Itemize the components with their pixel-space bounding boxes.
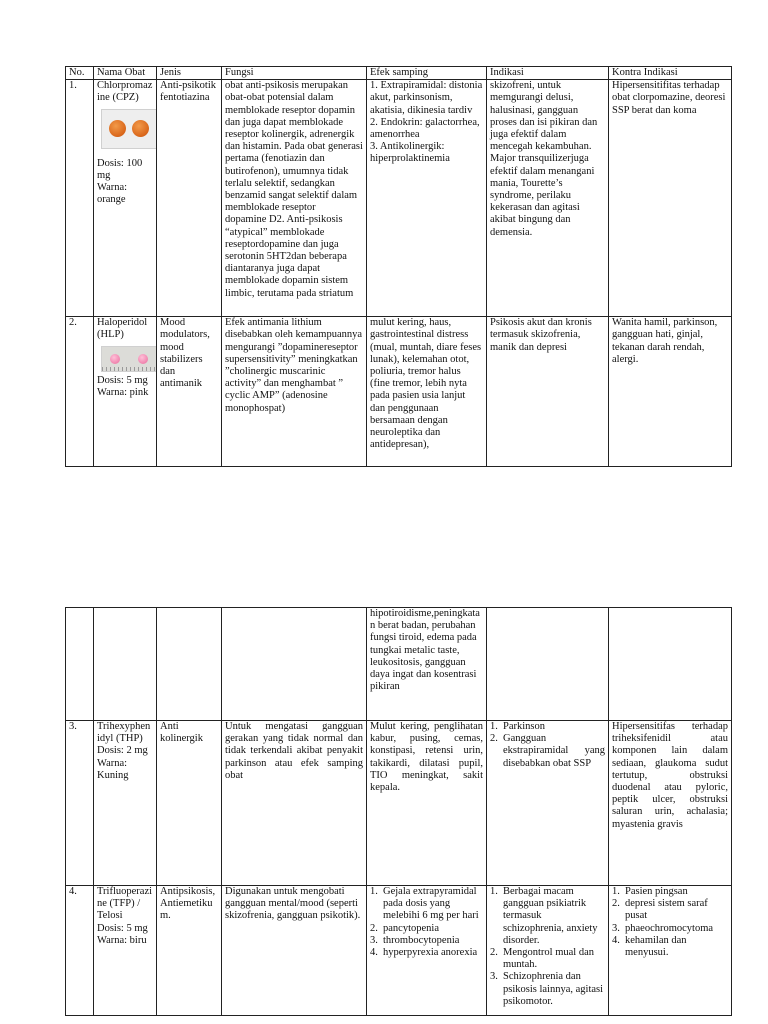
list-item: 2. Mengontrol mual dan muntah. (490, 947, 594, 971)
header-nama-obat: Nama Obat (94, 67, 157, 80)
drug1-efek-1: 1. Extrapiramidal: distonia akut, parkinsonism, akatisia, dikinesia tardiv (370, 80, 483, 116)
header-indikasi: Indikasi (487, 67, 609, 80)
orange-pill-right (132, 120, 149, 137)
drug2-no: 2. (66, 317, 94, 467)
drug1-warna: Warna: orange (97, 182, 128, 206)
drug1-no: 1. (66, 80, 94, 317)
drug3-nama: Trihexyphenidyl (THP) (97, 721, 151, 745)
drug4-nama: Trifluoperazine (TFP) / Telosi (97, 886, 153, 922)
drug1-nama: Chlorpromazine (CPZ) (97, 80, 153, 104)
pink-pill-left (110, 354, 120, 364)
list-item: 1. Parkinson (490, 721, 545, 732)
drug1-fungsi (222, 80, 367, 317)
list-item: 4. hyperpyrexia anorexia (370, 947, 478, 959)
list-item: 1. Gejala extrapyramidal pada dosis yang melebihi 6 mg per hari (370, 886, 479, 922)
drug4-efek (367, 886, 487, 1016)
drug2-nama: Haloperidol (HLP) (97, 317, 148, 341)
drug1-fungsi-1: obat anti-psikosis merupakan obat-obat potensial dalam memblokade reseptor dopamin dan juga dapat memblokade reseptor kolinergik, adrenergik dan histamin. Pada obat generasi pertama (fenotiazin dan butirofenon), umumnya tidak terlalu selektif, sedangkan benzamid sangat selektif dalam memblokade reseptor (225, 80, 363, 214)
table-row-haloperidol (66, 317, 732, 467)
header-kontra-indikasi: Kontra Indikasi (609, 67, 732, 80)
drug3-dosis: Dosis: 2 mg (97, 745, 148, 757)
table-row-chlorpromazine (66, 80, 732, 317)
list-item: 1. Pasien pingsan (612, 886, 688, 897)
drug2-nama-cell (94, 317, 157, 467)
drug1-efek (367, 80, 487, 317)
drug2-kontra: Wanita hamil, parkinson, gangguan hati, ginjal, tekanan darah rendah, alergi. (609, 317, 732, 467)
list-item: 3. phaeochromocytoma (612, 922, 714, 934)
orange-pill-left (109, 120, 126, 137)
table-header-row (66, 67, 732, 80)
drug3-fungsi: Untuk mengatasi gangguan gerakan yang tidak normal dan tidak terkendali akibat penyakit parkinson atau efek samping obat (222, 721, 367, 886)
drug2-fungsi: Efek antimania lithium disebabkan oleh kemampuannya mengurangi ”dopaminereseptor supersensitivity” meningkatkan ”cholinergic muscarinic activity” dan menghambat ” cyclic AMP” (adenosine monophospat) (222, 317, 367, 467)
header-fungsi: Fungsi (222, 67, 367, 80)
drug3-kontra: Hipersensitifas terhadap triheksifenidil atau komponen lain dalam sediaan, glaukoma sudut tertutup, obstruksi duodenal atau pyloric, peptik ulcer, obstruksi saluran urin, achalasia; myastenia gravis (609, 721, 732, 886)
pink-pill-photo (101, 346, 157, 372)
drug1-nama-cell (94, 80, 157, 317)
list-item: 1. Berbagai macam gangguan psikiatrik termasuk schizophrenia, anxiety disorder. (490, 886, 598, 946)
header-jenis: Jenis (157, 67, 222, 80)
drug-table-page2 (65, 607, 732, 1016)
drug3-warna: Warna: Kuning (97, 757, 129, 781)
drug1-efek-2: 2. Endokrin: galactorrhea, amenorrhea (370, 116, 480, 141)
list-item: 3. thrombocytopenia (370, 934, 460, 946)
drug4-dosis: Dosis: 5 mg (97, 922, 148, 934)
drug2-indikasi: Psikosis akut dan kronis termasuk skizofrenia, manik dan depresi (487, 317, 609, 467)
drug2-cont-efek: hipotiroidisme,peningkatan berat badan, perubahan fungsi tiroid, edema pada tungkai metalic taste, leukositosis, gangguan daya ingat dan kosentrasi pikiran (367, 608, 487, 721)
drug4-warna: Warna: biru (97, 934, 147, 946)
header-efek-samping: Efek samping (367, 67, 487, 80)
drug4-jenis: Antipsikosis, Antiemetikum. (157, 886, 222, 1016)
drug1-dosis: Dosis: 100 mg (97, 157, 143, 181)
drug2-efek: mulut kering, haus, gastrointestinal distress (mual, muntah, diare feses lunak), kelemahan otot, poliuria, tremor halus (fine tremor, lebih nyta pada pasien usia lanjut dan penggunaan bersamaan dengan neuroleptika dan antidepresan), (367, 317, 487, 467)
list-item: 2. depresi sistem saraf pusat (612, 898, 708, 922)
drug2-jenis: Mood modulators, mood stabilizers dan antimanik (157, 317, 222, 467)
orange-pill-photo (101, 109, 157, 149)
list-item: 2. pancytopenia (370, 922, 439, 934)
drug1-efek-3: 3. Antikolinergik: hiperprolaktinemia (370, 141, 450, 165)
drug1-fungsi-2: dopamine D2. Anti-psikosis “atypical” memblokade reseptordopamine dan juga serotonin 5HT2dan beberapa diantaranya juga dapat memblokade dopamin sistem limbic, terutama pada striatum (225, 214, 354, 299)
drug4-fungsi: Digunakan untuk mengobati gangguan mental/mood (seperti skizofrenia, gangguan psikotik). (222, 886, 367, 1016)
drug3-no: 3. (66, 721, 94, 886)
drug2-dosis: Dosis: 5 mg (97, 374, 148, 386)
ruler-strip (102, 367, 157, 371)
table-row-haloperidol-continued (66, 608, 732, 721)
drug-table-page1 (65, 66, 732, 467)
header-no: No. (66, 67, 94, 80)
table-row-trifluoperazine (66, 886, 732, 1016)
drug3-jenis: Anti kolinergik (157, 721, 222, 886)
drug2-warna: Warna: pink (97, 386, 149, 398)
drug4-kontra (609, 886, 732, 1016)
drug1-jenis: Anti-psikotik fentotiazina (157, 80, 222, 317)
drug3-efek: Mulut kering, penglihatan kabur, pusing, cemas, konstipasi, retensi urin, takikardi, dilatasi pupil, TIO meningkat, sakit kepala. (367, 721, 487, 886)
drug1-kontra: Hipersensitifitas terhadap obat clorpomazine, deoresi SSP berat dan koma (609, 80, 732, 317)
table-row-trihexyphenidyl (66, 721, 732, 886)
pink-pill-right (138, 354, 148, 364)
list-item: 2. Gangguan ekstrapiramidal yang disebabkan obat SSP (490, 733, 605, 769)
drug4-indikasi (487, 886, 609, 1016)
drug1-indikasi: skizofreni, untuk memgurangi delusi, halusinasi, gangguan proses dan isi pikiran dan juga efektif dalam mencegah kekambuhan. Major transquilizerjuga efektif dalam menangani mania, Tourette’s syndrome, perilaku kekerasan dan agitasi akibat bingung dan demensia. (487, 80, 609, 317)
drug3-indikasi (487, 721, 609, 886)
drug3-nama-cell (94, 721, 157, 886)
list-item: 3. Schizophrenia dan psikosis lainnya, agitasi psikomotor. (490, 971, 604, 1007)
list-item: 4. kehamilan dan menyusui. (612, 934, 687, 959)
drug4-nama-cell (94, 886, 157, 1016)
drug4-no: 4. (66, 886, 94, 1016)
